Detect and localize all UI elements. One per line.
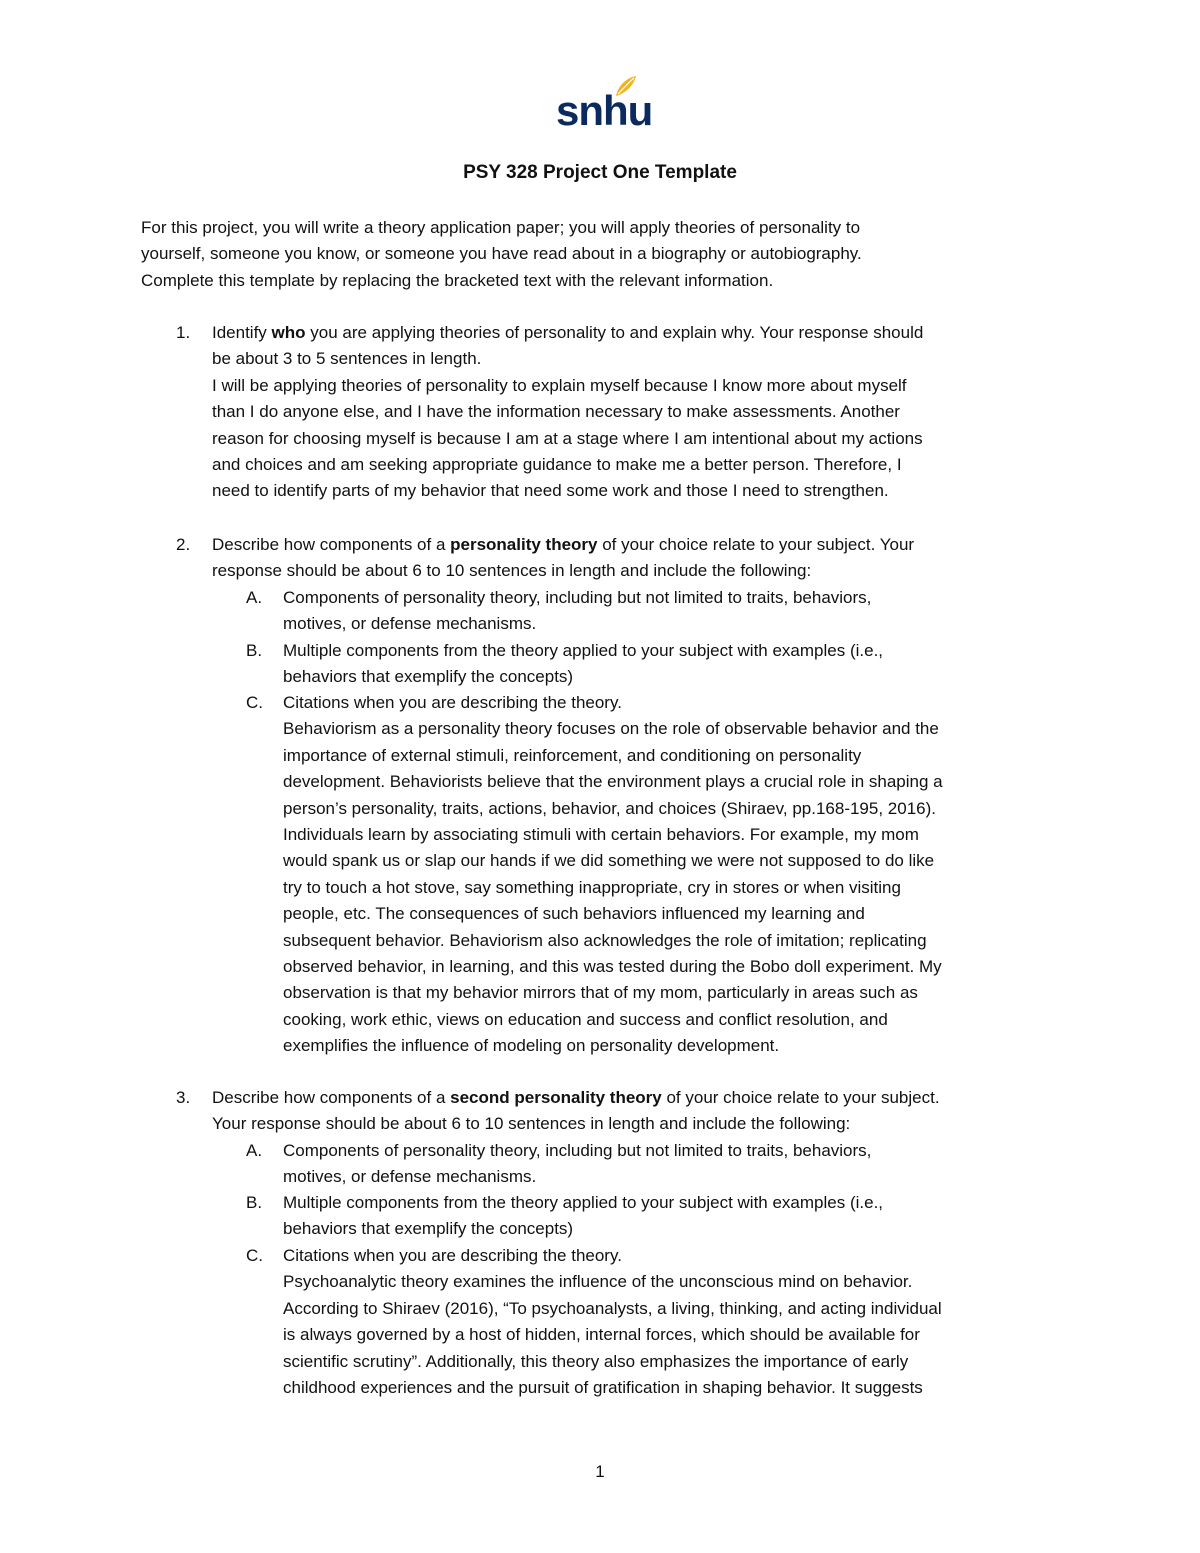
item-1-prompt <box>212 320 1060 346</box>
item-1 <box>212 320 1060 505</box>
prompt-text: Describe how components of a <box>212 535 451 554</box>
prompt-emphasis: personality theory <box>450 535 598 554</box>
document-title: PSY 328 Project One Template <box>463 162 737 183</box>
sub-line: Multiple components from the theory applied to your subject with examples (i.e., <box>283 1193 884 1212</box>
answer-line: observation is that my behavior mirrors that of my mom, particularly in areas such as <box>283 983 918 1003</box>
answer-line: I will be applying theories of personality to explain myself because I know more about myself <box>212 375 907 395</box>
item-2-sub-a-letter: A. <box>246 588 263 607</box>
item-1-number: 1. <box>176 323 191 342</box>
item-2 <box>212 532 1060 585</box>
answer-line: and choices and am seeking appropriate guidance to make me a better person. Therefore, I <box>212 455 902 475</box>
answer-line: people, etc. The consequences of such behaviors influenced my learning and <box>283 904 865 924</box>
item-1-prompt-line: be about 3 to 5 sentences in length. <box>212 349 482 369</box>
sub-line: motives, or defense mechanisms. <box>283 1167 537 1187</box>
sub-line: Components of personality theory, including but not limited to traits, behaviors, <box>283 1141 872 1160</box>
item-3-prompt <box>212 1085 1060 1111</box>
answer-line: would spank us or slap our hands if we did something we were not supposed to do like <box>283 851 935 871</box>
answer-line: reason for choosing myself is because I am at a stage where I am intentional about my actions <box>212 428 923 448</box>
item-2-sub-b <box>283 638 1063 691</box>
answer-line: need to identify parts of my behavior that need some work and those I need to strengthen. <box>212 481 889 501</box>
answer-line: exemplifies the influence of modeling on personality development. <box>283 1036 780 1056</box>
answer-line: According to Shiraev (2016), “To psychoanalysts, a living, thinking, and acting individual <box>283 1298 942 1318</box>
answer-line: try to touch a hot stove, say something inappropriate, cry in stores or when visiting <box>283 877 901 897</box>
item-3-sub-b <box>283 1190 1063 1243</box>
logo-wordmark: snhu <box>556 87 653 134</box>
item-2-sub-a <box>283 585 1063 638</box>
snhu-logo <box>556 74 653 134</box>
answer-line: Behaviorism as a personality theory focuses on the role of observable behavior and the <box>283 719 939 739</box>
sub-line: Citations when you are describing the theory. <box>283 693 622 712</box>
sub-line: Citations when you are describing the theory. <box>283 1246 622 1265</box>
answer-line: childhood experiences and the pursuit of gratification in shaping behavior. It suggests <box>283 1378 923 1398</box>
answer-line: observed behavior, in learning, and this was tested during the Bobo doll experiment. My <box>283 957 942 977</box>
answer-line: cooking, work ethic, views on education and success and conflict resolution, and <box>283 1009 888 1029</box>
prompt-emphasis: who <box>271 323 306 342</box>
answer-line: Psychoanalytic theory examines the influence of the unconscious mind on behavior. <box>283 1272 913 1292</box>
intro-line: yourself, someone you know, or someone you have read about in a biography or autobiography. <box>141 244 862 264</box>
item-2-sub-c <box>283 690 1063 1060</box>
answer-line: Individuals learn by associating stimuli with certain behaviors. For example, my mom <box>283 825 919 845</box>
item-2-sub-b-letter: B. <box>246 641 263 660</box>
intro-line: For this project, you will write a theory application paper; you will apply theories of personality to <box>141 218 861 237</box>
sub-line: motives, or defense mechanisms. <box>283 614 537 634</box>
answer-line: importance of external stimuli, reinforcement, and conditioning on personality <box>283 745 862 765</box>
item-3-number: 3. <box>176 1088 191 1107</box>
sub-line: behaviors that exemplify the concepts) <box>283 667 574 687</box>
answer-line: than I do anyone else, and I have the information necessary to make assessments. Another <box>212 402 900 422</box>
sub-line: behaviors that exemplify the concepts) <box>283 1219 574 1239</box>
answer-line: is always governed by a host of hidden, internal forces, which should be available for <box>283 1325 920 1345</box>
item-3-sub-c-letter: C. <box>246 1246 263 1265</box>
answer-line: scientific scrutiny”. Additionally, this theory also emphasizes the importance of early <box>283 1351 909 1371</box>
item-3-sub-a <box>283 1138 1063 1191</box>
item-3-sub-c <box>283 1243 1063 1401</box>
intro-paragraph <box>141 215 1041 294</box>
item-3-sub-b-letter: B. <box>246 1193 263 1212</box>
item-2-number: 2. <box>176 535 191 554</box>
item-3-prompt-line: Your response should be about 6 to 10 sentences in length and include the following: <box>212 1114 851 1134</box>
item-2-sub-c-letter: C. <box>246 693 263 712</box>
page-number: 1 <box>595 1462 605 1481</box>
answer-line: person’s personality, traits, actions, behavior, and choices (Shiraev, pp.168-195, 2016). <box>283 798 936 818</box>
item-3-sub-a-letter: A. <box>246 1141 263 1160</box>
item-3 <box>212 1085 1060 1138</box>
prompt-text: of your choice relate to your subject. <box>661 1088 940 1107</box>
answer-line: development. Behaviorists believe that the environment plays a crucial role in shaping a <box>283 772 943 792</box>
prompt-text: you are applying theories of personality to and explain why. Your response should <box>305 323 924 342</box>
intro-line: Complete this template by replacing the bracketed text with the relevant information. <box>141 270 774 290</box>
item-2-prompt-line: response should be about 6 to 10 sentences in length and include the following: <box>212 561 812 581</box>
answer-line: subsequent behavior. Behaviorism also acknowledges the role of imitation; replicating <box>283 930 927 950</box>
prompt-text: Describe how components of a <box>212 1088 451 1107</box>
sub-line: Multiple components from the theory applied to your subject with examples (i.e., <box>283 641 884 660</box>
prompt-emphasis: second personality theory <box>450 1088 662 1107</box>
prompt-text: Identify <box>212 323 272 342</box>
prompt-text: of your choice relate to your subject. Your <box>597 535 915 554</box>
sub-line: Components of personality theory, including but not limited to traits, behaviors, <box>283 588 872 607</box>
item-2-prompt <box>212 532 1060 558</box>
